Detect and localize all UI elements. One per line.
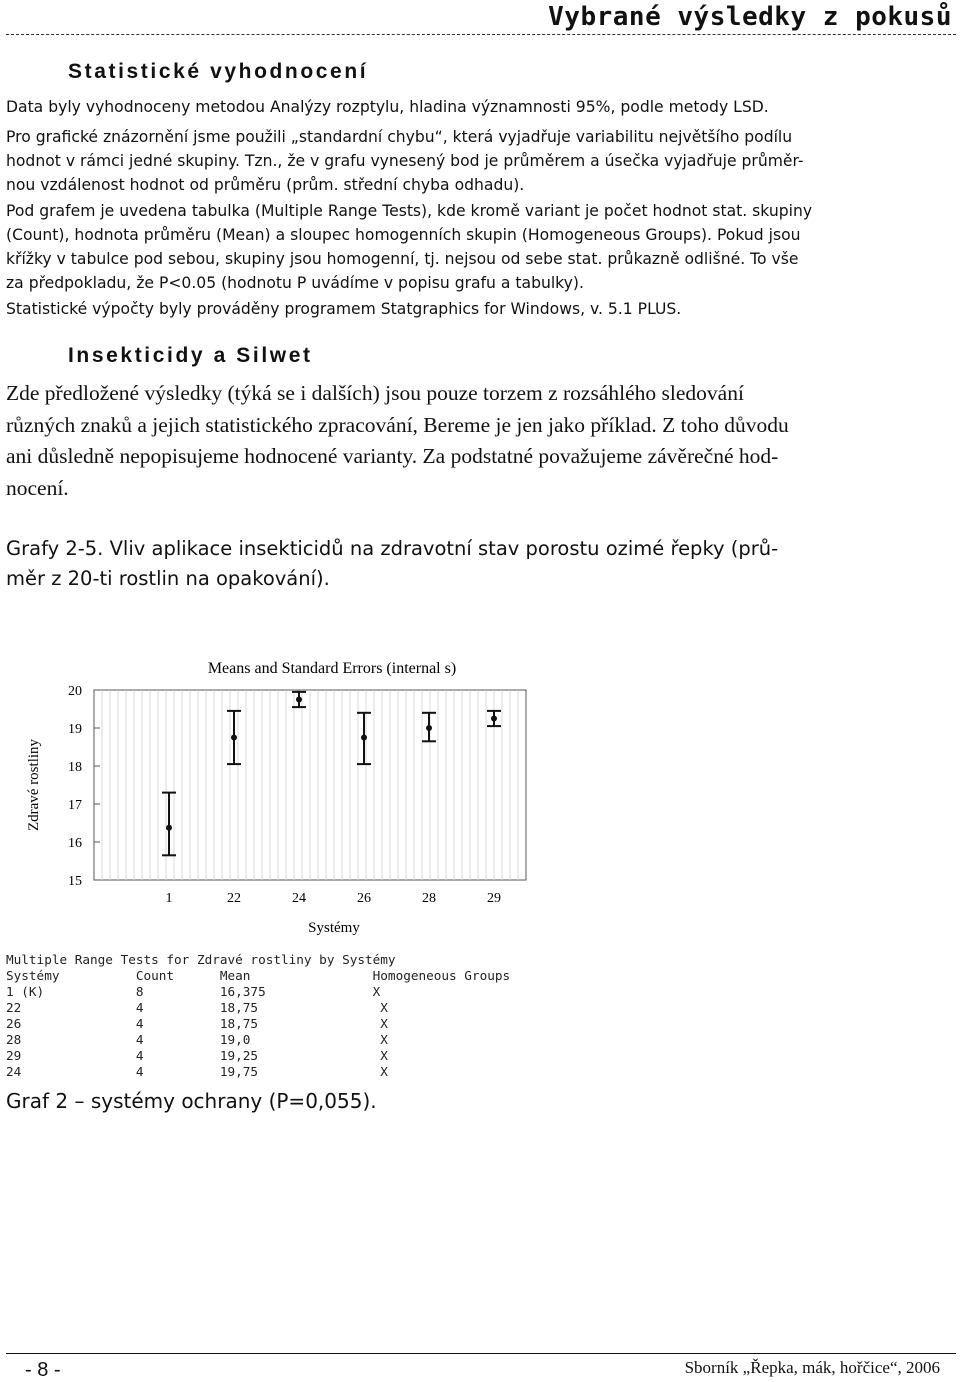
table-row: 22 4 18,75 X	[6, 1000, 388, 1015]
y-tick-label: 16	[68, 836, 82, 851]
mean-point	[166, 825, 172, 831]
table-row: 26 4 18,75 X	[6, 1016, 388, 1031]
insecticides-paragraph	[6, 378, 956, 504]
chart-title: Means and Standard Errors (internal s)	[207, 660, 457, 677]
mean-point	[361, 735, 367, 741]
y-tick-label: 18	[68, 760, 82, 775]
text-line: ani důsledně nepopisujeme hodnocené varianty. Za podstatné považujeme závěrečné hod-	[6, 444, 779, 468]
mean-point	[296, 697, 302, 703]
x-axis-label: Systémy	[308, 920, 360, 936]
text-line: (Count), hodnota průměru (Mean) a sloupec homogenních skupin (Homogeneous Groups). Pokud jsou	[6, 226, 801, 244]
x-tick-label: 29	[487, 891, 501, 906]
table-title: Multiple Range Tests for Zdravé rostliny by Systémy	[6, 952, 396, 967]
error-bar-chart	[0, 640, 960, 940]
error-bars	[162, 692, 501, 855]
text-line: Pro grafické znázornění jsme použili „standardní chybu“, která vyjadřuje variabilitu největšího podílu	[6, 128, 793, 146]
footer-rule	[6, 1353, 956, 1354]
x-tick-label: 26	[357, 891, 371, 906]
footer-source: Sborník „Řepka, mák, hořčice“, 2006	[684, 1358, 940, 1377]
x-tick-label: 28	[422, 891, 436, 906]
text-line: Grafy 2-5. Vliv aplikace insekticidů na zdravotní stav porostu ozimé řepky (prů-	[6, 537, 779, 560]
y-tick-label: 15	[68, 874, 82, 889]
text-line: různých znaků a jejich statistického zpracování, Bereme je jen jako příklad. Z toho důvodu	[6, 412, 789, 437]
text-line: Statistické výpočty byly prováděny programem Statgraphics for Windows, v. 5.1 PLUS.	[6, 300, 682, 318]
vertical-grid	[102, 690, 518, 880]
text-line: Data byly vyhodnoceny metodou Analýzy rozptylu, hladina významnosti 95%, podle metody LSD.	[6, 98, 769, 116]
y-axis-ticks	[68, 684, 100, 889]
graph-caption: Graf 2 – systémy ochrany (P=0,055).	[6, 1089, 377, 1113]
x-tick-label: 24	[292, 891, 306, 906]
section-heading-statistics: Statistické vyhodnocení	[68, 60, 369, 83]
page-number: - 8 -	[25, 1359, 61, 1381]
x-tick-label: 1	[165, 891, 173, 906]
text-line: Pod grafem je uvedena tabulka (Multiple Range Tests), kde kromě variant je počet hodnot stat. skupiny	[6, 202, 813, 220]
text-line: nou vzdálenost hodnot od průměru (prům. střední chyba odhadu).	[6, 176, 525, 194]
table-header: Systémy Count Mean Homogeneous Groups	[6, 968, 511, 983]
x-tick-label: 22	[227, 891, 241, 906]
running-head: Vybrané výsledky z pokusů	[548, 2, 952, 32]
mean-point	[231, 735, 237, 741]
text-line: měr z 20-ti rostlin na opakování).	[6, 567, 330, 590]
y-tick-label: 20	[68, 684, 82, 699]
mean-point	[491, 716, 497, 722]
y-tick-label: 17	[68, 798, 82, 813]
text-line: za předpokladu, že P<0.05 (hodnotu P uvádíme v popisu grafu a tabulky).	[6, 274, 584, 292]
table-row: 28 4 19,0 X	[6, 1032, 388, 1047]
header-rule	[6, 34, 956, 35]
mean-point	[426, 725, 432, 731]
table-row: 29 4 19,25 X	[6, 1048, 388, 1063]
text-line: Zde předložené výsledky (týká se i dalších) jsou pouze torzem z rozsáhlého sledování	[6, 381, 744, 405]
multiple-range-table	[6, 952, 510, 1080]
y-tick-label: 19	[68, 722, 82, 737]
y-axis-label: Zdravé rostliny	[26, 738, 42, 832]
statistics-paragraph	[6, 95, 956, 321]
table-row: 1 (K) 8 16,375 X	[6, 984, 381, 999]
figure-caption	[6, 534, 956, 594]
x-axis-ticks	[166, 891, 502, 906]
table-body	[6, 984, 510, 1080]
table-row: 24 4 19,75 X	[6, 1064, 388, 1079]
text-line: nocení.	[6, 475, 69, 500]
text-line: křížky v tabulce pod sebou, skupiny jsou homogenní, tj. nejsou od sebe stat. průkazně odlišné. To vše	[6, 250, 799, 268]
text-line: hodnot v rámci jedné skupiny. Tzn., že v grafu vynesený bod je průměrem a úsečka vyjadřuje průměr-	[6, 152, 804, 170]
section-heading-insecticides: Insekticidy a Silwet	[68, 344, 313, 367]
